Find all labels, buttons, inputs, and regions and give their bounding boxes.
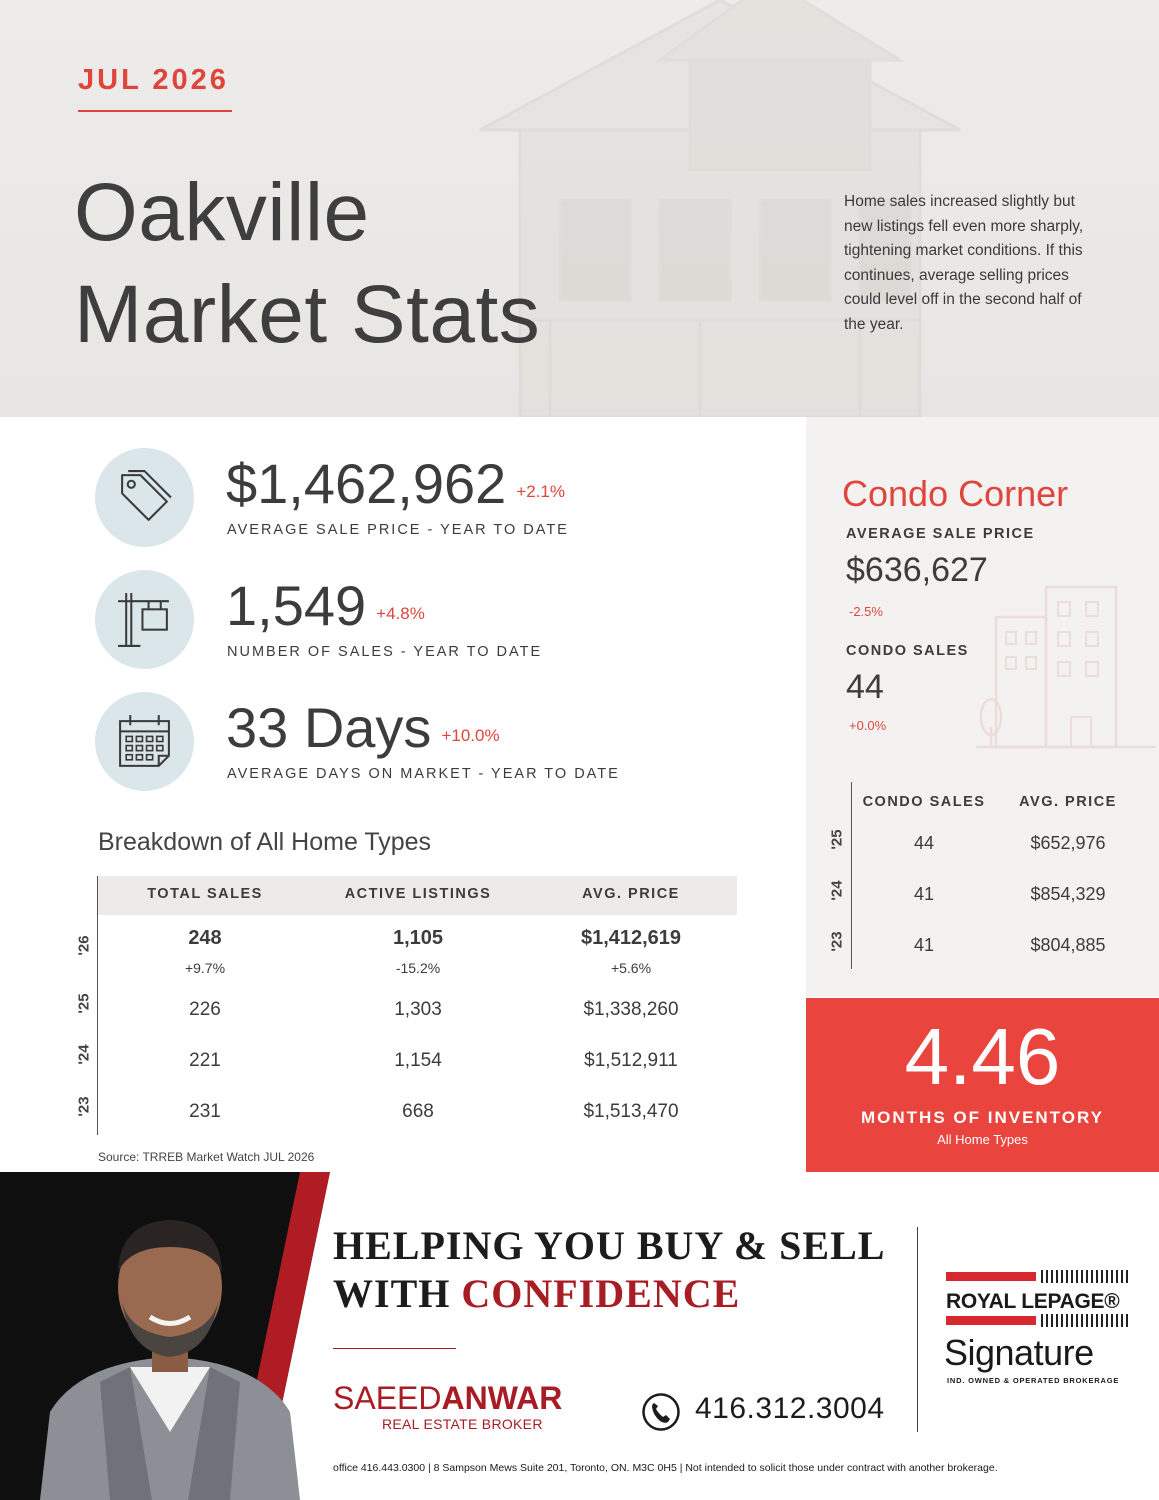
row-year: '25	[75, 993, 93, 1014]
title-line-2: Market Stats	[74, 269, 541, 360]
condo-sales-value: 44	[846, 668, 884, 706]
stat-change: +2.1%	[516, 482, 565, 501]
condo-cell-sales: 41	[913, 884, 935, 904]
tagline-underline	[333, 1348, 456, 1349]
condo-table-divider	[851, 782, 852, 969]
breakdown-table-header	[98, 876, 737, 915]
agent-photo	[20, 1192, 320, 1500]
stat-value: 33 Days +10.0%	[226, 696, 500, 759]
row-year: '24	[75, 1044, 93, 1065]
stat-value: 1,549 +4.8%	[226, 574, 425, 637]
table-divider	[97, 876, 98, 1135]
inventory-value: 4.46	[904, 1012, 1061, 1101]
agent-role: REAL ESTATE BROKER	[382, 1416, 543, 1432]
inventory-label: MONTHS OF INVENTORY	[861, 1108, 1104, 1127]
price-tag-icon	[95, 448, 194, 547]
tagline	[333, 1222, 885, 1318]
condo-avg-price-value: $636,627	[846, 551, 988, 589]
column-header-total-sales: TOTAL SALES	[147, 886, 263, 902]
stat-label: AVERAGE SALE PRICE - YEAR TO DATE	[227, 522, 569, 538]
brand-subtitle: IND. OWNED & OPERATED BROKERAGE	[947, 1376, 1120, 1385]
stat-days-on-market	[95, 692, 785, 792]
condo-sales-change: +0.0%	[849, 718, 887, 733]
stat-number-of-sales	[95, 570, 785, 670]
condo-cell-avg-price: $652,976	[1030, 833, 1106, 853]
title-line-1: Oakville	[74, 167, 370, 258]
tagline-line-2: WITH CONFIDENCE	[333, 1271, 741, 1316]
date-underline	[78, 110, 232, 112]
condo-corner-title: Condo Corner	[842, 473, 1069, 514]
tagline-accent: CONFIDENCE	[461, 1271, 741, 1316]
brokerage-logo	[946, 1270, 1132, 1388]
cell-avg-price: $1,513,470	[583, 1101, 679, 1122]
inventory-subtitle: All Home Types	[937, 1132, 1028, 1147]
cell-avg-price: $1,412,619	[580, 927, 682, 949]
row-year: '23	[828, 931, 846, 952]
row-year: '23	[75, 1096, 93, 1117]
market-summary: Home sales increased slightly but new listings fell even more sharply, tightening market conditions. If this continues, average selling prices could level off in the second half of the year.	[844, 193, 1084, 333]
condo-cell-avg-price: $804,885	[1030, 935, 1106, 955]
cell-avg-price: $1,512,911	[584, 1050, 678, 1071]
agent-footer	[0, 1172, 1159, 1500]
cell-total-sales: 226	[189, 999, 221, 1020]
brand-name: ROYAL LEPAGE®	[946, 1290, 1120, 1313]
row-year: '26	[75, 935, 93, 956]
brand-signature: Signature	[944, 1332, 1094, 1373]
cell-active-listings-change: -15.2%	[395, 960, 441, 976]
condo-cell-sales: 41	[913, 935, 935, 955]
calendar-icon	[95, 692, 194, 791]
row-year: '25	[828, 829, 846, 850]
condo-column-header-sales: CONDO SALES	[862, 794, 986, 810]
phone-icon	[641, 1392, 681, 1432]
report-date: JUL 2026	[78, 64, 229, 96]
logo-red-bar-lower	[946, 1316, 1036, 1325]
cell-active-listings: 1,105	[392, 927, 444, 949]
stat-average-sale-price	[95, 448, 785, 548]
condo-cell-sales: 44	[913, 833, 935, 853]
stat-value: $1,462,962 +2.1%	[226, 452, 565, 515]
cell-total-sales-change: +9.7%	[184, 960, 226, 976]
cell-total-sales: 231	[189, 1101, 221, 1122]
logo-lines	[1041, 1270, 1131, 1283]
cell-total-sales: 221	[189, 1050, 221, 1071]
condo-cell-avg-price: $854,329	[1030, 884, 1106, 904]
condo-buildings-icon	[976, 577, 1156, 757]
condo-avg-price-change: -2.5%	[849, 604, 883, 619]
tagline-line-1: HELPING YOU BUY & SELL	[333, 1223, 886, 1268]
stat-label: NUMBER OF SALES - YEAR TO DATE	[227, 644, 543, 660]
stat-change: +10.0%	[441, 726, 500, 745]
stat-label: AVERAGE DAYS ON MARKET - YEAR TO DATE	[227, 766, 620, 782]
stat-change: +4.8%	[376, 604, 425, 623]
cell-total-sales: 248	[188, 927, 222, 949]
cell-active-listings: 668	[402, 1101, 434, 1122]
cell-active-listings: 1,154	[394, 1050, 442, 1071]
breakdown-title: Breakdown of All Home Types	[98, 828, 432, 856]
column-header-active-listings: ACTIVE LISTINGS	[344, 886, 492, 902]
condo-avg-price-label: AVERAGE SALE PRICE	[846, 526, 1035, 542]
hero-banner	[0, 0, 1159, 417]
office-disclaimer: office 416.443.0300 | 8 Sampson Mews Suite 201, Toronto, ON. M3C 0H5 | Not intended to solicit those under contract with another brokerage.	[333, 1462, 998, 1474]
logo-lines-lower	[1041, 1314, 1131, 1327]
cell-active-listings: 1,303	[394, 999, 442, 1020]
agent-name: SAEEDANWAR	[333, 1380, 563, 1416]
page-title	[74, 162, 540, 366]
row-year: '24	[828, 880, 846, 901]
months-of-inventory-panel	[806, 998, 1159, 1172]
column-header-avg-price: AVG. PRICE	[582, 886, 680, 902]
condo-column-header-avg-price: AVG. PRICE	[1019, 794, 1117, 810]
source-note: Source: TRREB Market Watch JUL 2026	[98, 1150, 315, 1164]
condo-sales-label: CONDO SALES	[846, 643, 969, 659]
footer-divider	[917, 1227, 918, 1432]
cell-avg-price-change: +5.6%	[610, 960, 652, 976]
condo-corner-panel	[806, 417, 1159, 997]
phone-number[interactable]: 416.312.3004	[695, 1392, 885, 1425]
cell-avg-price: $1,338,260	[583, 999, 679, 1020]
for-sale-sign-icon	[95, 570, 194, 669]
logo-red-bar	[946, 1272, 1036, 1281]
